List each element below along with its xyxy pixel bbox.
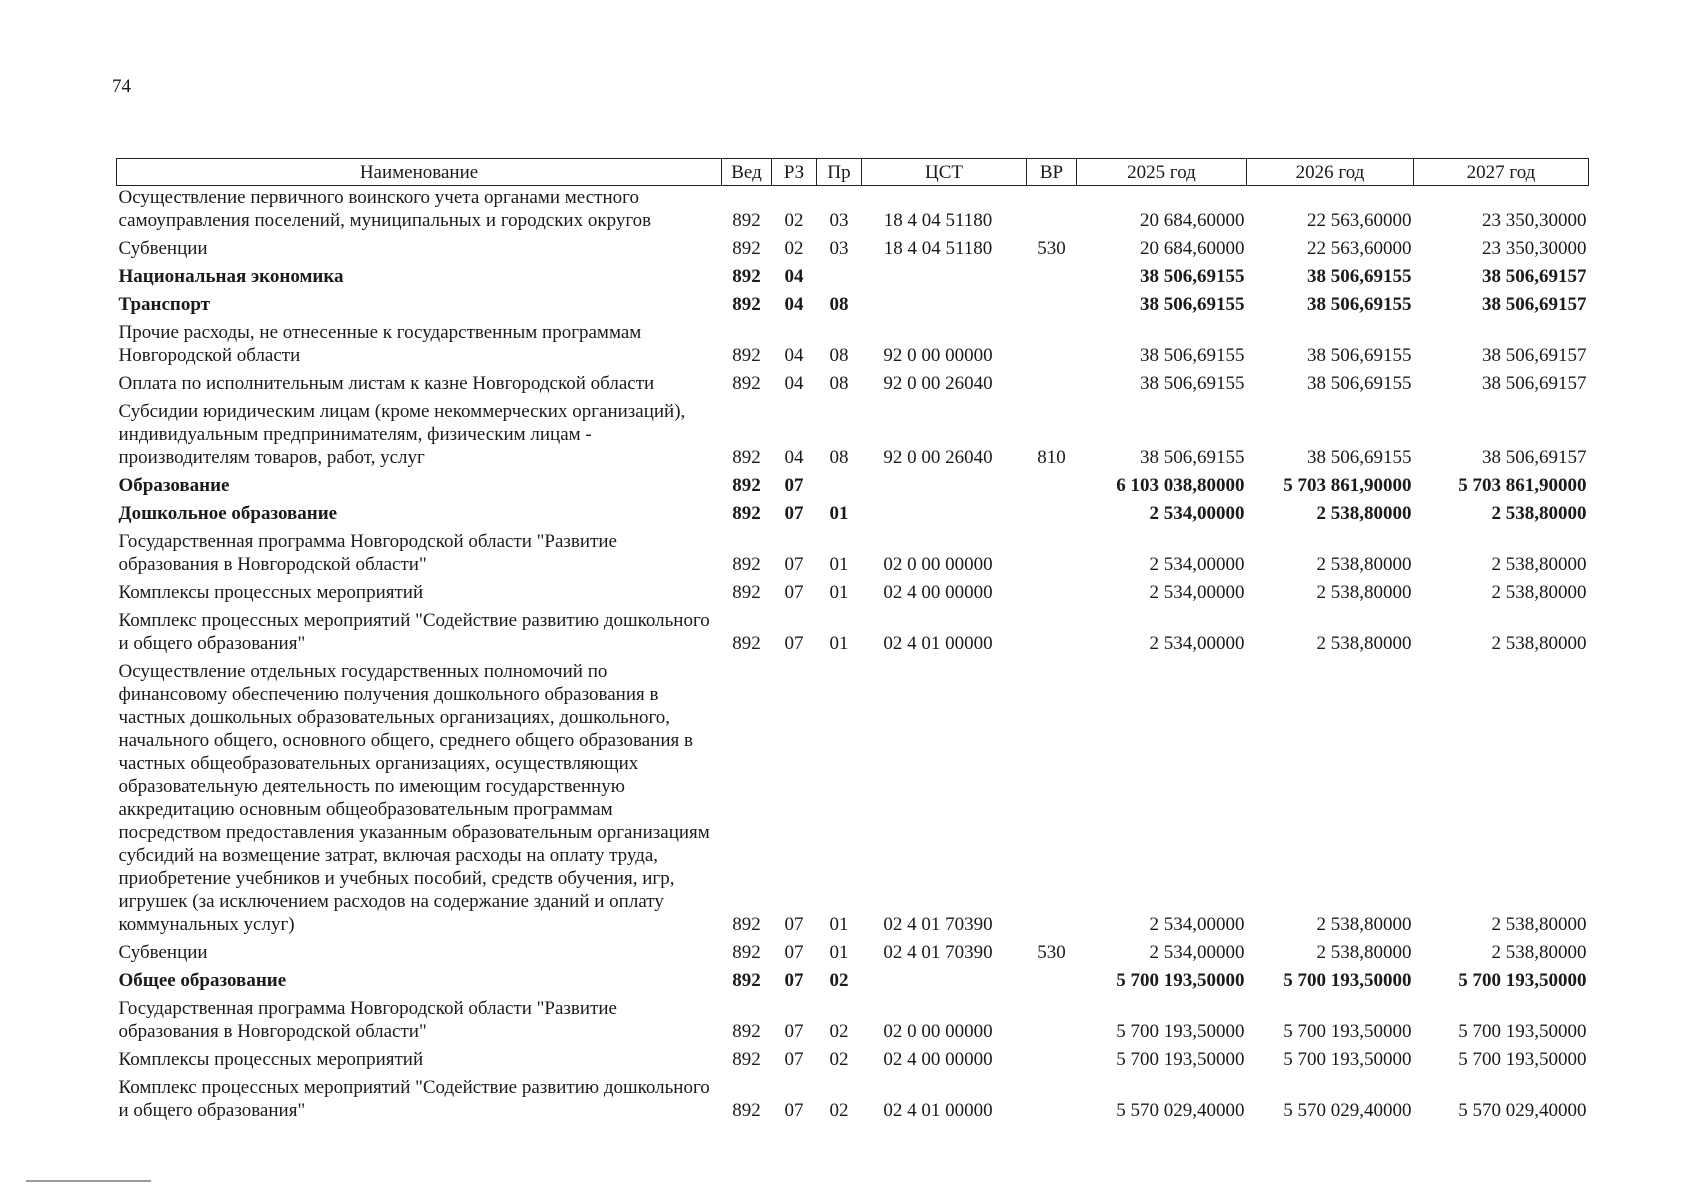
row-name: Комплексы процессных мероприятий: [118, 582, 424, 603]
row-year-2026: 38 506,69155: [1307, 294, 1412, 315]
row-year-2025: 2 534,00000: [1149, 503, 1245, 524]
row-year-2026: 2 538,80000: [1316, 554, 1412, 575]
row-vr: [1027, 372, 1077, 400]
row-name: Субсидии юридическим лицам (кроме некоммерческих организаций), индивидуальным предпринимателям, физическим лицам - производителям товаров, работ, услуг: [118, 401, 686, 468]
row-year-2027: 5 700 193,50000: [1458, 1049, 1587, 1070]
row-year-2026: 2 538,80000: [1316, 503, 1412, 524]
row-name: Прочие расходы, не отнесенные к государственным программам Новгородской области: [118, 322, 642, 366]
row-year-2027: 38 506,69157: [1482, 373, 1587, 394]
row-year-2027: 2 538,80000: [1491, 633, 1587, 654]
row-ved: 892: [732, 210, 761, 231]
table-row: [117, 941, 1589, 969]
row-rz: 07: [784, 633, 804, 654]
row-rz: 04: [784, 345, 804, 366]
row-ved: 892: [732, 373, 761, 394]
row-ved: 892: [732, 970, 761, 991]
row-year-2025: 5 570 029,40000: [1116, 1100, 1245, 1121]
row-vr: [1027, 474, 1077, 502]
header-year-2026: 2026 год: [1247, 159, 1414, 186]
row-year-2027: 2 538,80000: [1491, 942, 1587, 963]
row-year-2026: 2 538,80000: [1316, 942, 1412, 963]
row-year-2025: 5 700 193,50000: [1116, 1049, 1245, 1070]
table-row: [117, 609, 1589, 660]
table-row: [117, 1076, 1589, 1127]
table-header-row: [117, 159, 1589, 186]
row-cst: 18 4 04 51180: [883, 210, 993, 231]
row-year-2027: 2 538,80000: [1491, 554, 1587, 575]
row-rz: 07: [784, 970, 804, 991]
table-row: [117, 530, 1589, 581]
row-ved: 892: [732, 345, 761, 366]
header-cst: ЦСТ: [862, 159, 1027, 186]
row-pr: 01: [829, 942, 849, 963]
row-rz: 02: [784, 210, 804, 231]
row-year-2026: 2 538,80000: [1316, 633, 1412, 654]
header-rz: РЗ: [772, 159, 817, 186]
row-vr: [1027, 609, 1077, 660]
row-ved: 892: [732, 554, 761, 575]
row-ved: 892: [732, 942, 761, 963]
row-cst: 02 0 00 00000: [883, 554, 993, 575]
row-vr: [1027, 660, 1077, 941]
row-year-2026: 5 700 193,50000: [1283, 1049, 1412, 1070]
row-year-2025: 2 534,00000: [1149, 582, 1245, 603]
row-rz: 07: [784, 1049, 804, 1070]
row-vr: [1027, 1076, 1077, 1127]
row-year-2027: 38 506,69157: [1482, 294, 1587, 315]
row-year-2027: 2 538,80000: [1491, 582, 1587, 603]
row-cst: 02 4 01 70390: [883, 942, 993, 963]
row-pr: 01: [829, 582, 849, 603]
row-name: Комплекс процессных мероприятий "Содействие развитию дошкольного и общего образования": [118, 1077, 710, 1121]
row-rz: 07: [784, 475, 804, 496]
row-vr: 810: [1037, 447, 1066, 468]
row-year-2025: 38 506,69155: [1140, 345, 1245, 366]
row-ved: 892: [732, 914, 761, 935]
row-name: Общее образование: [118, 970, 287, 991]
row-pr: 02: [829, 1021, 849, 1042]
table-row-section: [117, 502, 1589, 530]
row-ved: 892: [732, 633, 761, 654]
row-vr: [1027, 969, 1077, 997]
row-cst: 92 0 00 26040: [883, 373, 993, 394]
row-pr: 01: [829, 633, 849, 654]
row-year-2025: 5 700 193,50000: [1116, 1021, 1245, 1042]
row-cst: 18 4 04 51180: [883, 238, 993, 259]
row-year-2027: 2 538,80000: [1491, 914, 1587, 935]
table-row-section: [117, 969, 1589, 997]
row-year-2026: 22 563,60000: [1307, 238, 1412, 259]
row-year-2026: 2 538,80000: [1316, 914, 1412, 935]
row-rz: 04: [784, 266, 804, 287]
header-ved: Вед: [722, 159, 772, 186]
row-year-2026: 38 506,69155: [1307, 373, 1412, 394]
row-year-2027: 5 700 193,50000: [1458, 1021, 1587, 1042]
row-year-2025: 20 684,60000: [1140, 238, 1245, 259]
row-pr: 02: [829, 1100, 849, 1121]
row-cst: [862, 293, 1027, 321]
row-year-2027: 2 538,80000: [1491, 503, 1587, 524]
row-year-2027: 23 350,30000: [1482, 210, 1587, 231]
row-rz: 07: [784, 942, 804, 963]
row-ved: 892: [732, 1021, 761, 1042]
row-year-2025: 38 506,69155: [1140, 266, 1245, 287]
row-cst: [862, 474, 1027, 502]
row-vr: [1027, 186, 1077, 238]
budget-table: [116, 158, 1589, 1127]
row-rz: 07: [784, 1100, 804, 1121]
row-rz: 07: [784, 914, 804, 935]
row-cst: 02 0 00 00000: [883, 1021, 993, 1042]
row-cst: 92 0 00 26040: [883, 447, 993, 468]
row-year-2026: 5 570 029,40000: [1283, 1100, 1412, 1121]
row-vr: [1027, 321, 1077, 372]
row-ved: 892: [732, 475, 761, 496]
row-pr: 02: [829, 1049, 849, 1070]
row-pr: 01: [829, 503, 849, 524]
page-number: 74: [112, 76, 131, 97]
table-row: [117, 400, 1589, 474]
row-name: Государственная программа Новгородской области "Развитие образования в Новгородской области": [118, 531, 617, 575]
row-pr: 01: [829, 554, 849, 575]
row-year-2025: 2 534,00000: [1149, 633, 1245, 654]
table-row-section: [117, 265, 1589, 293]
row-ved: 892: [732, 447, 761, 468]
row-pr: 08: [829, 447, 849, 468]
row-year-2026: 5 700 193,50000: [1283, 970, 1412, 991]
table-row: [117, 660, 1589, 941]
row-year-2025: 2 534,00000: [1149, 914, 1245, 935]
table-row: [117, 321, 1589, 372]
row-cst: 02 4 00 00000: [883, 582, 993, 603]
row-name: Транспорт: [118, 294, 210, 315]
row-pr: 03: [829, 238, 849, 259]
row-cst: 92 0 00 00000: [883, 345, 993, 366]
table-row: [117, 1048, 1589, 1076]
row-pr: 08: [829, 373, 849, 394]
row-year-2026: 38 506,69155: [1307, 266, 1412, 287]
row-vr: [1027, 530, 1077, 581]
row-name: Осуществление отдельных государственных полномочий по финансовому обеспечению получения дошкольного образования в частных дошкольных образовательных организациях, дошкольного, начального общего, основного общего, среднего общего образования в частных общеобразовательных организациях, осуществляющих образовательную деятельность по имеющим государственную аккредитацию основным общеобразовательным программам посредством предоставления указанным образовательным организациям субсидий на возмещение затрат, включая расходы на оплату труда, приобретение учебников и учебных пособий, средств обучения, игр, игрушек (за исключением расходов на содержание зданий и оплату коммунальных услуг): [118, 661, 710, 935]
row-rz: 04: [784, 373, 804, 394]
row-year-2026: 5 700 193,50000: [1283, 1021, 1412, 1042]
row-cst: [862, 502, 1027, 530]
row-year-2027: 38 506,69157: [1482, 345, 1587, 366]
row-name: Оплата по исполнительным листам к казне Новгородской области: [118, 373, 655, 394]
row-pr: 08: [829, 345, 849, 366]
table-row: [117, 237, 1589, 265]
row-pr: 08: [829, 294, 849, 315]
row-ved: 892: [732, 1100, 761, 1121]
table-row: [117, 997, 1589, 1048]
row-year-2025: 5 700 193,50000: [1116, 970, 1245, 991]
scan-artifact-line: [26, 1180, 151, 1182]
header-year-2025: 2025 год: [1077, 159, 1247, 186]
row-name: Комплексы процессных мероприятий: [118, 1049, 424, 1070]
row-year-2026: 38 506,69155: [1307, 345, 1412, 366]
row-name: Осуществление первичного воинского учета органами местного самоуправления поселений, муниципальных и городских округов: [118, 187, 652, 231]
row-name: Образование: [118, 475, 230, 496]
row-year-2027: 23 350,30000: [1482, 238, 1587, 259]
row-vr: 530: [1037, 942, 1066, 963]
row-name: Субвенции: [118, 238, 208, 259]
row-vr: [1027, 265, 1077, 293]
row-year-2027: 5 700 193,50000: [1458, 970, 1587, 991]
row-ved: 892: [732, 266, 761, 287]
row-cst: 02 4 01 70390: [883, 914, 993, 935]
header-year-2027: 2027 год: [1414, 159, 1589, 186]
row-cst: [862, 969, 1027, 997]
row-ved: 892: [732, 582, 761, 603]
row-year-2026: 2 538,80000: [1316, 582, 1412, 603]
row-name: Субвенции: [118, 942, 208, 963]
row-cst: [862, 265, 1027, 293]
row-name: Государственная программа Новгородской области "Развитие образования в Новгородской области": [118, 998, 617, 1042]
row-pr: [817, 474, 862, 502]
row-year-2025: 2 534,00000: [1149, 942, 1245, 963]
row-year-2027: 5 570 029,40000: [1458, 1100, 1587, 1121]
row-rz: 04: [784, 447, 804, 468]
row-year-2027: 38 506,69157: [1482, 447, 1587, 468]
row-year-2026: 38 506,69155: [1307, 447, 1412, 468]
row-year-2026: 5 703 861,90000: [1283, 475, 1412, 496]
row-pr: 03: [829, 210, 849, 231]
row-year-2025: 6 103 038,80000: [1116, 475, 1245, 496]
row-pr: 01: [829, 914, 849, 935]
header-name: Наименование: [117, 159, 722, 186]
row-cst: 02 4 00 00000: [883, 1049, 993, 1070]
row-ved: 892: [732, 294, 761, 315]
row-rz: 04: [784, 294, 804, 315]
row-vr: [1027, 581, 1077, 609]
row-vr: [1027, 1048, 1077, 1076]
table-body: [117, 186, 1589, 1128]
row-vr: [1027, 997, 1077, 1048]
row-cst: 02 4 01 00000: [883, 633, 993, 654]
row-name: Дошкольное образование: [118, 503, 338, 524]
row-vr: 530: [1037, 238, 1066, 259]
row-rz: 02: [784, 238, 804, 259]
row-year-2025: 38 506,69155: [1140, 447, 1245, 468]
row-ved: 892: [732, 238, 761, 259]
row-vr: [1027, 293, 1077, 321]
row-ved: 892: [732, 503, 761, 524]
row-year-2026: 22 563,60000: [1307, 210, 1412, 231]
row-year-2025: 2 534,00000: [1149, 554, 1245, 575]
row-year-2025: 20 684,60000: [1140, 210, 1245, 231]
row-year-2027: 5 703 861,90000: [1458, 475, 1587, 496]
row-rz: 07: [784, 582, 804, 603]
row-vr: [1027, 502, 1077, 530]
row-rz: 07: [784, 554, 804, 575]
row-pr: 02: [829, 970, 849, 991]
table-row-section: [117, 474, 1589, 502]
row-name: Комплекс процессных мероприятий "Содействие развитию дошкольного и общего образования": [118, 610, 710, 654]
row-name: Национальная экономика: [118, 266, 344, 287]
row-rz: 07: [784, 1021, 804, 1042]
row-pr: [817, 265, 862, 293]
table-row-section: [117, 293, 1589, 321]
row-cst: 02 4 01 00000: [883, 1100, 993, 1121]
row-rz: 07: [784, 503, 804, 524]
row-ved: 892: [732, 1049, 761, 1070]
row-year-2027: 38 506,69157: [1482, 266, 1587, 287]
table-row: [117, 186, 1589, 238]
header-vr: ВР: [1027, 159, 1077, 186]
table-row: [117, 372, 1589, 400]
row-year-2025: 38 506,69155: [1140, 294, 1245, 315]
table-row: [117, 581, 1589, 609]
row-year-2025: 38 506,69155: [1140, 373, 1245, 394]
header-pr: Пр: [817, 159, 862, 186]
